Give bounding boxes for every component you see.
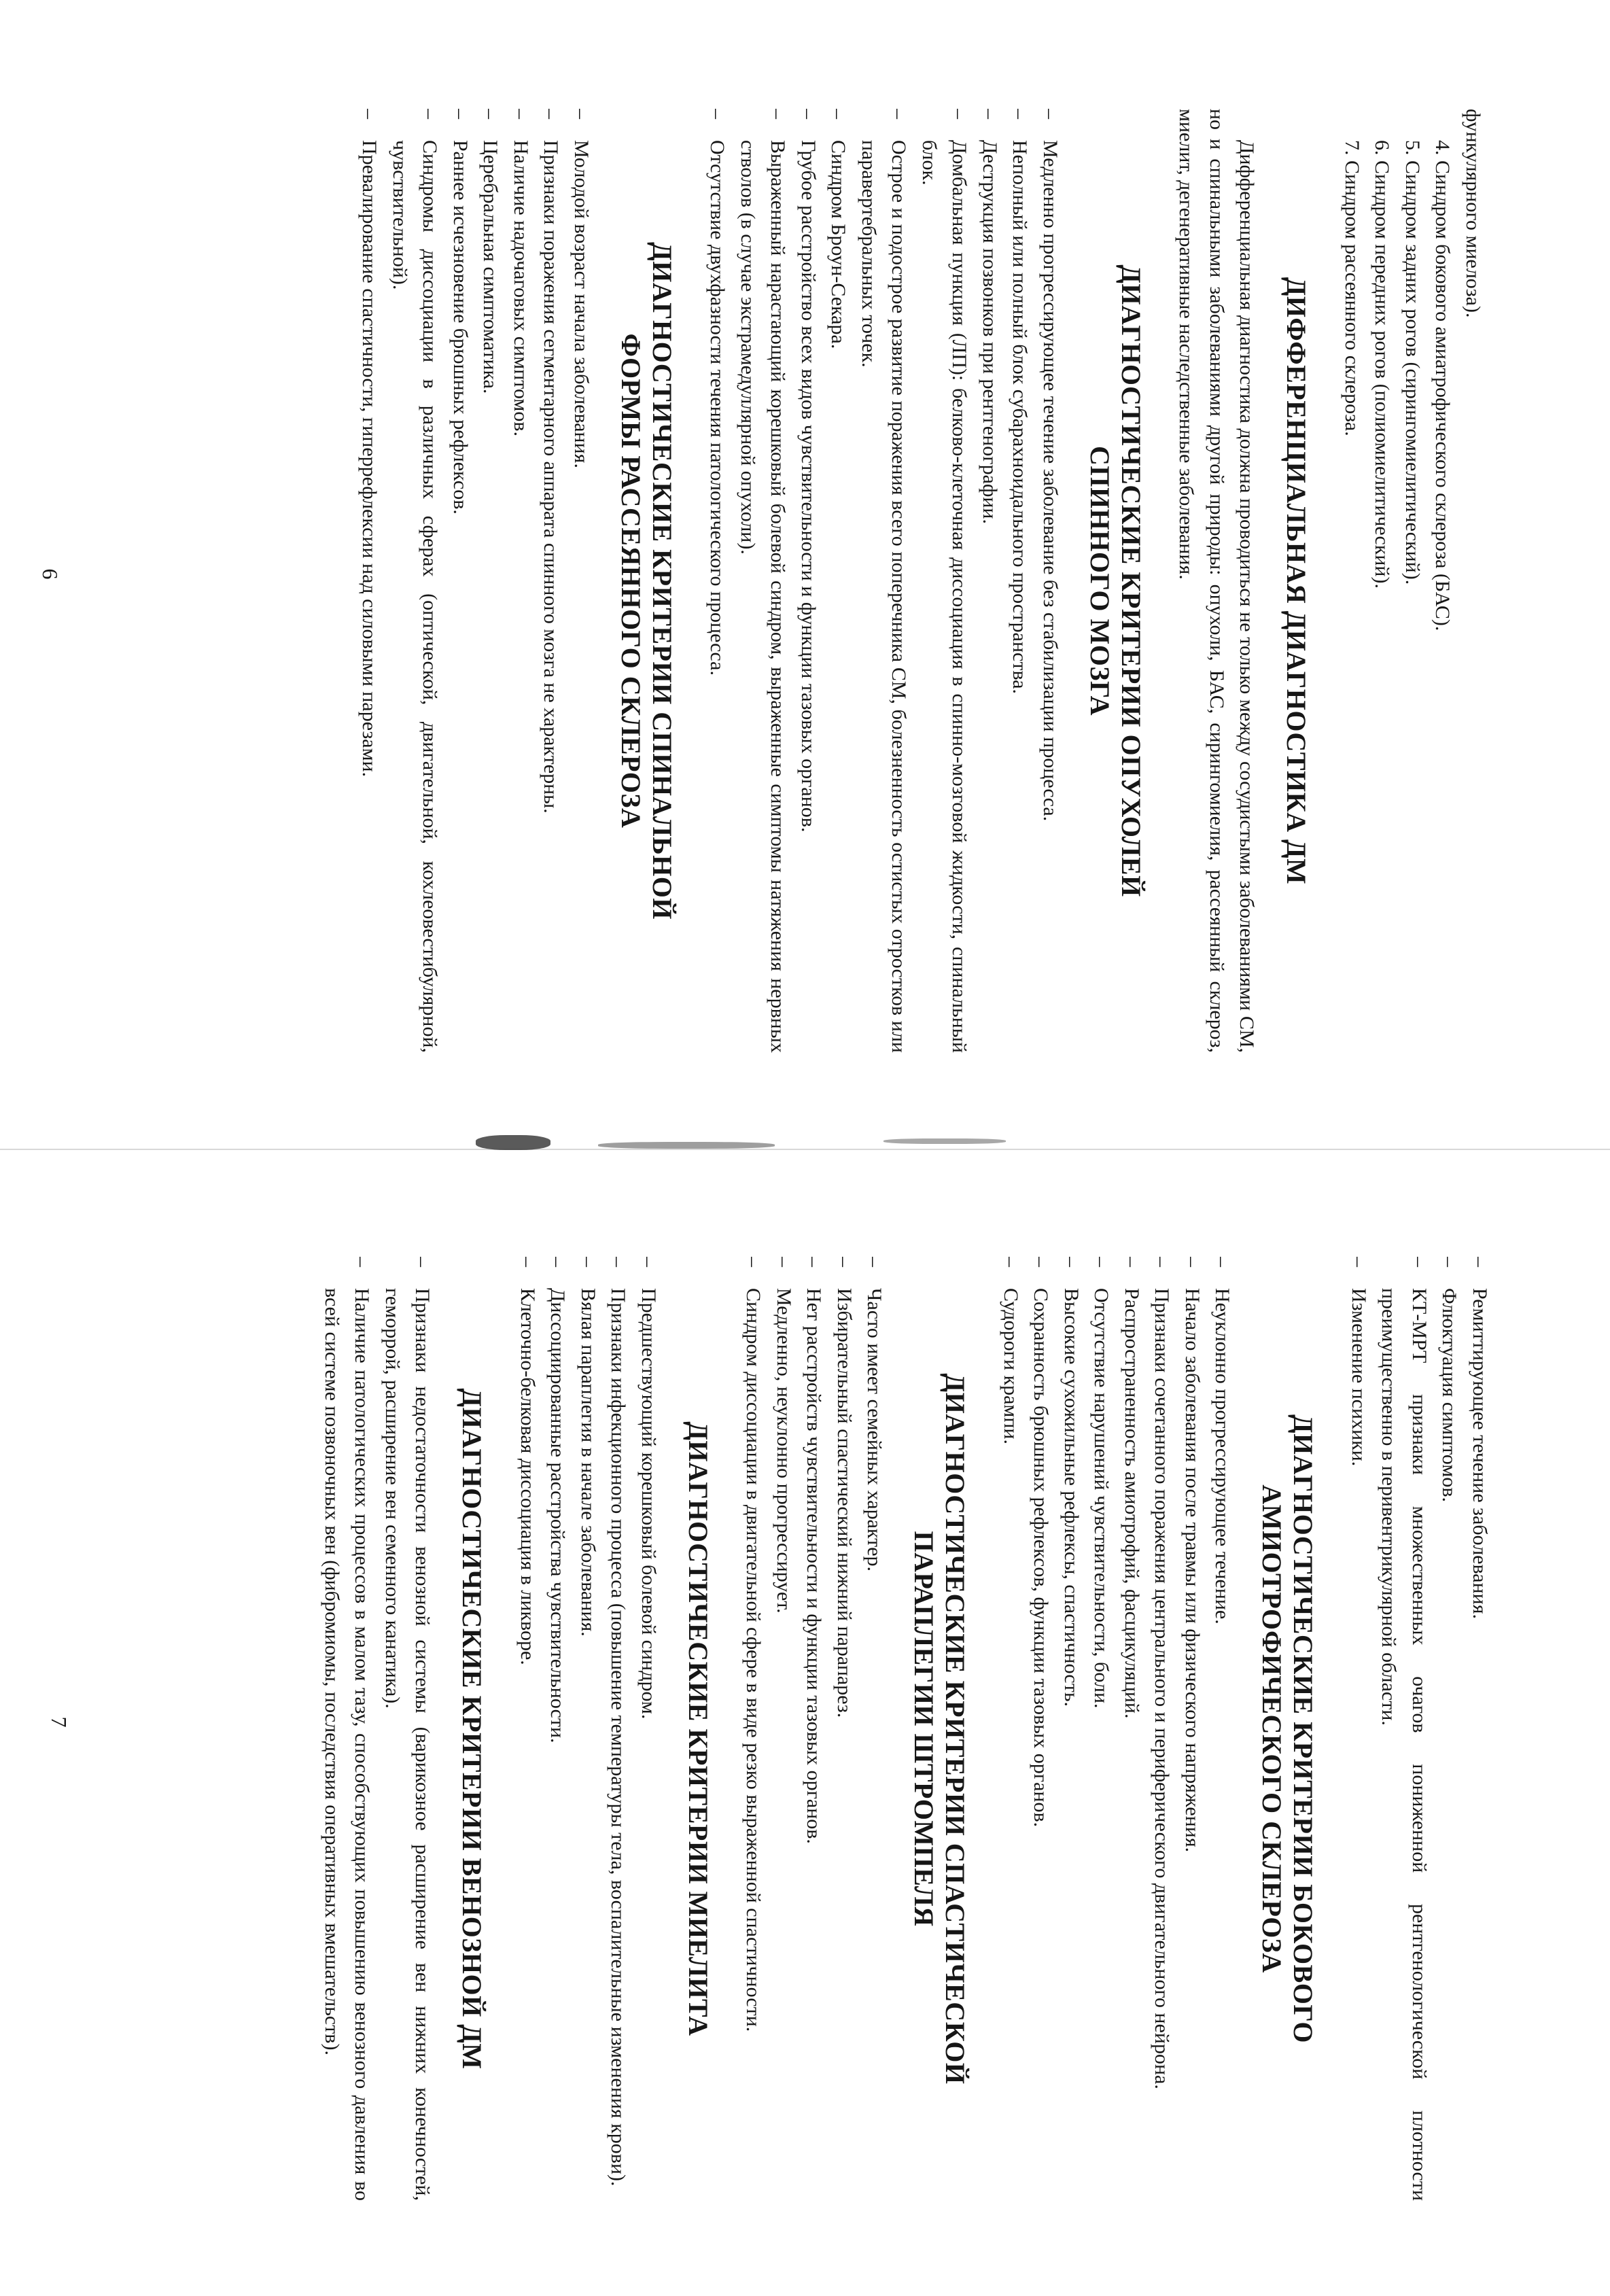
- section-heading-strumpell: [909, 1257, 971, 2201]
- list-item-text: Синдром диссоциации в двигательной сфере в виде резко выраженной спастичности.: [742, 1288, 765, 2032]
- list-item: [1035, 109, 1066, 1053]
- paragraph-differential: Дифференциальная диагностика должна проводиться не только между сосудистыми заболеваниями СМ, но и спинальными заболеваниями другой природы: опухоли, БАС, сирингомиелия, рассеянный склероз, миелит, дегенеративные наследственные заболевания.: [1175, 109, 1259, 1053]
- list-item-text: Предшествующий корешковый болевой синдром.: [637, 1288, 660, 1720]
- list-item-text: Наличие патологических процессов в малом тазу, способствующих повышению венозного давления во всей системе позвоночных вен (фибромиомы, последствия оперативных вмешательств).: [321, 1288, 374, 2201]
- list-item-text: Отсутствие двухфазности течения патологического процесса.: [706, 140, 729, 676]
- bullet-dash: –: [449, 109, 472, 119]
- bullet-dash: –: [351, 1257, 374, 1267]
- list-item-text: Сохранность брюшных рефлексов, функции тазовых органов.: [1030, 1288, 1053, 1828]
- list-item: [1147, 1257, 1177, 2201]
- heading-line: ПАРАПЛЕГИИ ШТРОМПЕЛЯ: [909, 1531, 940, 1927]
- list-item-text: Наличие надочаговых симптомов.: [510, 140, 532, 437]
- bullet-dash: –: [1009, 109, 1032, 119]
- list-item: [769, 1257, 799, 2201]
- bullet-dash: –: [1000, 1257, 1022, 1267]
- bullet-dash: –: [1039, 109, 1062, 119]
- page-number: 7: [47, 1716, 71, 1728]
- bullet-dash: –: [1348, 1257, 1370, 1267]
- list-item: [603, 1257, 633, 2201]
- list-item: [823, 109, 854, 1053]
- heading-line: ДИАГНОСТИЧЕСКИЕ КРИТЕРИИ МИЕЛИТА: [683, 1421, 714, 2036]
- section-heading-differential: [1281, 109, 1312, 1053]
- bullet-dash: –: [1121, 1257, 1143, 1267]
- heading-line: ДИАГНОСТИЧЕСКИЕ КРИТЕРИИ ВЕНОЗНОЙ ДМ: [457, 1388, 488, 2070]
- list-item: [1207, 1257, 1238, 2201]
- list-item: [377, 1257, 438, 2201]
- list-item-text: Раннее исчезновение брюшных рефлексов.: [449, 140, 472, 515]
- list-item: [914, 109, 975, 1053]
- section-heading-venous: [457, 1257, 488, 2201]
- ms-criteria-list: [354, 109, 596, 1053]
- bullet-dash: –: [358, 109, 381, 119]
- bullet-dash: –: [1060, 1257, 1083, 1267]
- list-item: [1373, 1257, 1434, 2201]
- heading-line: ДИАГНОСТИЧЕСКИЕ КРИТЕРИИ СПИНАЛЬНОЙ: [647, 242, 678, 920]
- list-item-text: Диссоциированные расстройства чувствительности.: [546, 1288, 570, 1743]
- bullet-dash: –: [833, 1257, 856, 1267]
- list-item-text: Синдромы диссоциации в различных сферах (оптической, двигательной, кохлеовестибулярной, чувствительной).: [389, 140, 442, 1053]
- list-item-text: Синдром Броун-Секара.: [827, 140, 850, 349]
- heading-line: ДИАГНОСТИЧЕСКИЕ КРИТЕРИИ ОПУХОЛЕЙ: [1116, 264, 1147, 897]
- bullet-dash: –: [803, 1257, 826, 1267]
- list-item-text: Судороги крампи.: [1000, 1288, 1022, 1444]
- list-item: [1177, 1257, 1208, 2201]
- bullet-dash: –: [1211, 1257, 1234, 1267]
- section-heading-tumors: [1084, 109, 1147, 1053]
- list-item: [566, 109, 597, 1053]
- list-item-text: Острое и подострое развитие поражения всего поперечника СМ, болезненность остистых отростков или паравертебральных точек.: [858, 140, 911, 1053]
- list-item: [633, 1257, 664, 2201]
- list-item: [702, 109, 733, 1053]
- bullet-dash: –: [1181, 1257, 1204, 1267]
- list-item-text: Церебральная симптоматика.: [479, 140, 502, 394]
- strumpell-criteria-list: [738, 1257, 890, 2201]
- list-item: [975, 109, 1005, 1053]
- list-item: [1056, 1257, 1087, 2201]
- bullet-dash: –: [411, 1257, 434, 1267]
- page-7: [0, 1148, 1610, 2296]
- intro-line: 4. Синдром бокового амиатрофического склероза (БАС).: [1431, 140, 1454, 631]
- list-item-text: Вялая параплегия в начале заболевания.: [577, 1288, 599, 1637]
- bullet-dash: –: [546, 1257, 570, 1267]
- section-heading-multiple-sclerosis: [615, 109, 678, 1053]
- intro-list: [1337, 109, 1488, 1053]
- list-item: [542, 1257, 573, 2201]
- list-item: [996, 1257, 1026, 2201]
- intro-line: 6. Синдром передних рогов (полиомиелитический).: [1371, 140, 1394, 589]
- intro-line: 7. Синдром рассеянного склероза.: [1341, 140, 1363, 436]
- list-item: [1086, 1257, 1117, 2201]
- heading-line: АМИОТРОФИЧЕСКОГО СКЛЕРОЗА: [1257, 1484, 1288, 1973]
- bullet-dash: –: [948, 109, 971, 119]
- bullet-dash: –: [540, 109, 563, 119]
- intro-line: функулярного миелоза).: [1462, 109, 1484, 318]
- ink-smudge: [476, 1135, 550, 1150]
- bullet-dash: –: [479, 109, 502, 119]
- list-item-text: Выраженный нарастающий корешковый болевой синдром, выраженные симптомы натяжения нервных стволов (в случае экстрамедуллярной опухоли).: [737, 140, 790, 1053]
- ink-smudge: [598, 1142, 775, 1149]
- list-item-text: Часто имеет семейных характер.: [863, 1288, 886, 1572]
- list-item-text: Ремиттирующее течение заболевания.: [1469, 1288, 1491, 1619]
- list-item-text: Неуклонно прогрессирующее течение.: [1211, 1288, 1234, 1624]
- list-item-text: Изменение психики.: [1348, 1288, 1370, 1467]
- list-item: [573, 1257, 603, 2201]
- list-item: [385, 109, 445, 1053]
- list-item-text: Деструкция позвонков при рентгенографии.: [979, 140, 1001, 524]
- bullet-dash: –: [1030, 1257, 1053, 1267]
- list-item: [354, 109, 385, 1053]
- bullet-dash: –: [863, 1257, 886, 1267]
- tumor-criteria-list: [702, 109, 1065, 1053]
- bullet-dash: –: [510, 109, 532, 119]
- bullet-dash: –: [577, 1257, 599, 1267]
- list-item: [738, 1257, 769, 2201]
- bullet-dash: –: [706, 109, 729, 119]
- myelitis-criteria-list: [512, 1257, 664, 2201]
- page-number: 6: [38, 568, 63, 580]
- list-item-text: Медленно, неуклонно прогрессирует.: [773, 1288, 795, 1614]
- bullet-dash: –: [979, 109, 1001, 119]
- bullet-dash: –: [1438, 1257, 1461, 1267]
- bullet-dash: –: [797, 109, 820, 119]
- list-item-text: Молодой возраст начала заболевания.: [570, 140, 593, 468]
- list-item-text: КТ-МРТ признаки множественных очагов пониженной рентгенологической плотности преимущественно в перивентрикулярной области.: [1378, 1288, 1431, 2201]
- venous-criteria-list: [317, 1257, 438, 2201]
- intro-list: [1344, 1257, 1495, 2201]
- heading-line: ФОРМЫ РАССЕЯННОГО СКЛЕРОЗА: [616, 333, 646, 829]
- list-item-text: Высокие сухожильные рефлексы, спастичность.: [1060, 1288, 1083, 1707]
- list-item: [475, 109, 506, 1053]
- list-item-text: Клеточно-белковая диссоциация в ликворе.: [517, 1288, 539, 1665]
- list-item-text: Грубое расстройство всех видов чувствительности и функции тазовых органов.: [797, 140, 820, 833]
- list-item-text: Признаки недостаточности венозной системы (варикозное расширение вен нижних конечностей, геморрой, расширение вен семенного канатика).: [381, 1288, 434, 2201]
- bullet-dash: –: [637, 1257, 660, 1267]
- list-item: [829, 1257, 860, 2201]
- heading-line: ДИАГНОСТИЧЕСКИЕ КРИТЕРИИ СПАСТИЧЕСКОЙ: [940, 1373, 971, 2085]
- list-item: [1117, 1257, 1147, 2201]
- intro-line: 5. Синдром задних рогов (сирингомиелитический).: [1401, 140, 1424, 585]
- bullet-dash: –: [767, 109, 790, 119]
- list-item-text: Признаки сочетанного поражения центрального и периферического двигательного нейрона.: [1151, 1288, 1174, 2089]
- bullet-dash: –: [773, 1257, 795, 1267]
- bullet-dash: –: [1469, 1257, 1491, 1267]
- list-item: [1434, 1257, 1465, 2201]
- list-item-text: Превалирование спастичности, гиперрефлексии над силовыми парезами.: [358, 140, 381, 778]
- list-item: [854, 109, 914, 1053]
- heading-line: ДИФФЕРЕНЦИАЛЬНАЯ ДИАГНОСТИКА ДМ: [1281, 277, 1312, 885]
- list-item-text: Начало заболевания после травмы или физического напряжения.: [1181, 1288, 1204, 1853]
- ink-smudge: [883, 1138, 1006, 1144]
- list-item: [1465, 1257, 1495, 2201]
- list-item: [1004, 109, 1035, 1053]
- heading-line: СПИННОГО МОЗГА: [1085, 446, 1115, 716]
- list-item-text: Признаки поражения сегментарного аппарата спинного мозга не характерны.: [540, 140, 563, 814]
- list-item: [793, 109, 824, 1053]
- list-item-text: Флюктуация симптомов.: [1438, 1288, 1461, 1503]
- list-item: [733, 109, 793, 1053]
- bullet-dash: –: [517, 1257, 539, 1267]
- bullet-dash: –: [888, 109, 911, 119]
- bullet-dash: –: [607, 1257, 630, 1267]
- list-item: [799, 1257, 829, 2201]
- page-fold-line: [0, 1149, 1610, 1150]
- als-criteria-list: [996, 1257, 1238, 2201]
- heading-line: ДИАГНОСТИЧЕСКИЕ КРИТЕРИИ БОКОВОГО: [1288, 1414, 1319, 2043]
- list-item-text: Нет расстройств чувствительности и функции тазовых органов.: [803, 1288, 826, 1844]
- section-heading-myelitis: [682, 1257, 714, 2201]
- list-item: [536, 109, 566, 1053]
- section-heading-als: [1257, 1257, 1319, 2201]
- bullet-dash: –: [1090, 1257, 1113, 1267]
- bullet-dash: –: [419, 109, 442, 119]
- list-item: [317, 1257, 377, 2201]
- list-item-text: Избирательный спастический нижний парапарез.: [833, 1288, 856, 1718]
- list-item: [1026, 1257, 1056, 2201]
- bullet-dash: –: [1408, 1257, 1431, 1267]
- list-item-text: Домбальная пункция (ЛП): белково-клеточная диссоциация в спинно-мозговой жидкости, спинальный блок.: [918, 140, 971, 1053]
- list-item-text: Медленно прогрессирующее течение заболевание без стабилизации процесса.: [1039, 140, 1062, 822]
- list-item-text: Распространенность амиотрофий, фасцикуляций.: [1121, 1288, 1143, 1719]
- list-item-text: Признаки инфекционного процесса (повышение температуры тела, воспалительные изменения крови).: [607, 1288, 630, 2187]
- list-item-text: Неполный или полный блок субарахноидального пространства.: [1009, 140, 1032, 695]
- list-item-text: Отсутствие нарушений чувствительности, боли.: [1090, 1288, 1113, 1709]
- list-item: [1344, 1257, 1374, 2201]
- list-item: [512, 1257, 543, 2201]
- list-item: [859, 1257, 890, 2201]
- list-item: [445, 109, 476, 1053]
- list-item: [506, 109, 536, 1053]
- bullet-dash: –: [742, 1257, 765, 1267]
- bullet-dash: –: [827, 109, 850, 119]
- bullet-dash: –: [1151, 1257, 1174, 1267]
- bullet-dash: –: [570, 109, 593, 119]
